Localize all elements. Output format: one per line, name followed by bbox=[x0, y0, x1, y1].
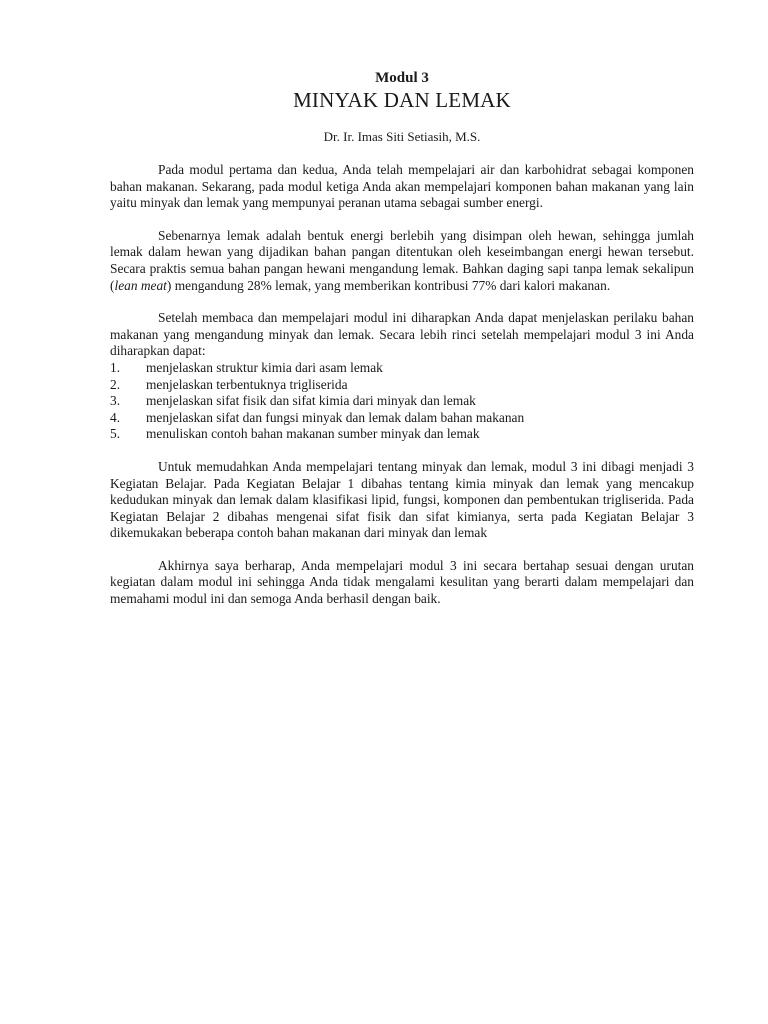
list-item-text: menuliskan contoh bahan makanan sumber minyak dan lemak bbox=[146, 426, 480, 442]
list-item-number: 3. bbox=[110, 393, 121, 409]
list-item-number: 5. bbox=[110, 426, 121, 442]
list-item bbox=[110, 410, 694, 427]
list-item-text: menjelaskan sifat fisik dan sifat kimia dari minyak dan lemak bbox=[146, 393, 476, 409]
list-item-number: 2. bbox=[110, 376, 121, 392]
paragraph-energy-text-2: ) mengandung 28% lemak, yang memberikan kontribusi 77% dari kalori makanan. bbox=[166, 277, 611, 293]
page-title: MINYAK DAN LEMAK bbox=[293, 88, 511, 112]
module-label: Modul 3 bbox=[375, 70, 429, 86]
document-page bbox=[110, 68, 694, 608]
list-item-text: menjelaskan sifat dan fungsi minyak dan lemak dalam bahan makanan bbox=[146, 409, 525, 425]
list-item bbox=[110, 393, 694, 410]
paragraph-energy-italic-term: lean meat bbox=[114, 277, 167, 293]
paragraph-objectives-intro: Setelah membaca dan mempelajari modul ini diharapkan Anda dapat menjelaskan perilaku bahan makanan yang mengandung minyak dan lemak. Secara lebih rinci setelah mempelajari modul 3 ini Anda diharapkan dapat: bbox=[110, 310, 694, 359]
list-item bbox=[110, 426, 694, 443]
list-item-text: menjelaskan terbentuknya trigliserida bbox=[146, 376, 348, 392]
paragraph-energy bbox=[110, 228, 694, 294]
paragraph-energy-text-1: Sebenarnya lemak adalah bentuk energi berlebih yang disimpan oleh hewan, sehingga jumlah lemak dalam hewan yang dijadikan bahan pangan ditentukan oleh keseimbangan energi hewan tersebut. Secara praktis semua bahan pangan hewani mengandung lemak. Bahkan daging sapi tanpa lemak sekalipun ( bbox=[110, 227, 694, 293]
objectives-list bbox=[110, 360, 694, 443]
list-item bbox=[110, 360, 694, 377]
list-item-text: menjelaskan struktur kimia dari asam lemak bbox=[146, 359, 383, 375]
list-item bbox=[110, 377, 694, 394]
paragraph-closing: Akhirnya saya berharap, Anda mempelajari modul 3 ini secara bertahap sesuai dengan urutan kegiatan dalam modul ini sehingga Anda tidak mengalami kesulitan yang berarti dalam mempelajari dan memahami modul ini dan semoga Anda berhasil dengan baik. bbox=[110, 557, 694, 607]
paragraph-activities: Untuk memudahkan Anda mempelajari tentang minyak dan lemak, modul 3 ini dibagi menjadi 3 Kegiatan Belajar. Pada Kegiatan Belajar 1 dibahas tentang kimia minyak dan lemak yang mencakup kedudukan minyak dan lemak dalam klasifikasi lipid, fungsi, komponen dan pembentukan trigliserida. Pada Kegiatan Belajar 2 dibahas mengenai sifat fisik dan sifat kimianya, serta pada Kegiatan Belajar 3 dikemukakan beberapa contoh bahan makanan dari minyak dan lemak bbox=[110, 458, 694, 541]
author-line: Dr. Ir. Imas Siti Setiasih, M.S. bbox=[323, 129, 481, 144]
list-item-number: 4. bbox=[110, 409, 121, 425]
paragraph-intro: Pada modul pertama dan kedua, Anda telah mempelajari air dan karbohidrat sebagai komponen bahan makanan. Sekarang, pada modul ketiga Anda akan mempelajari komponen bahan makanan yang lain yaitu minyak dan lemak yang mempunyai peranan utama sebagai sumber energi. bbox=[110, 162, 694, 211]
list-item-number: 1. bbox=[110, 359, 121, 375]
